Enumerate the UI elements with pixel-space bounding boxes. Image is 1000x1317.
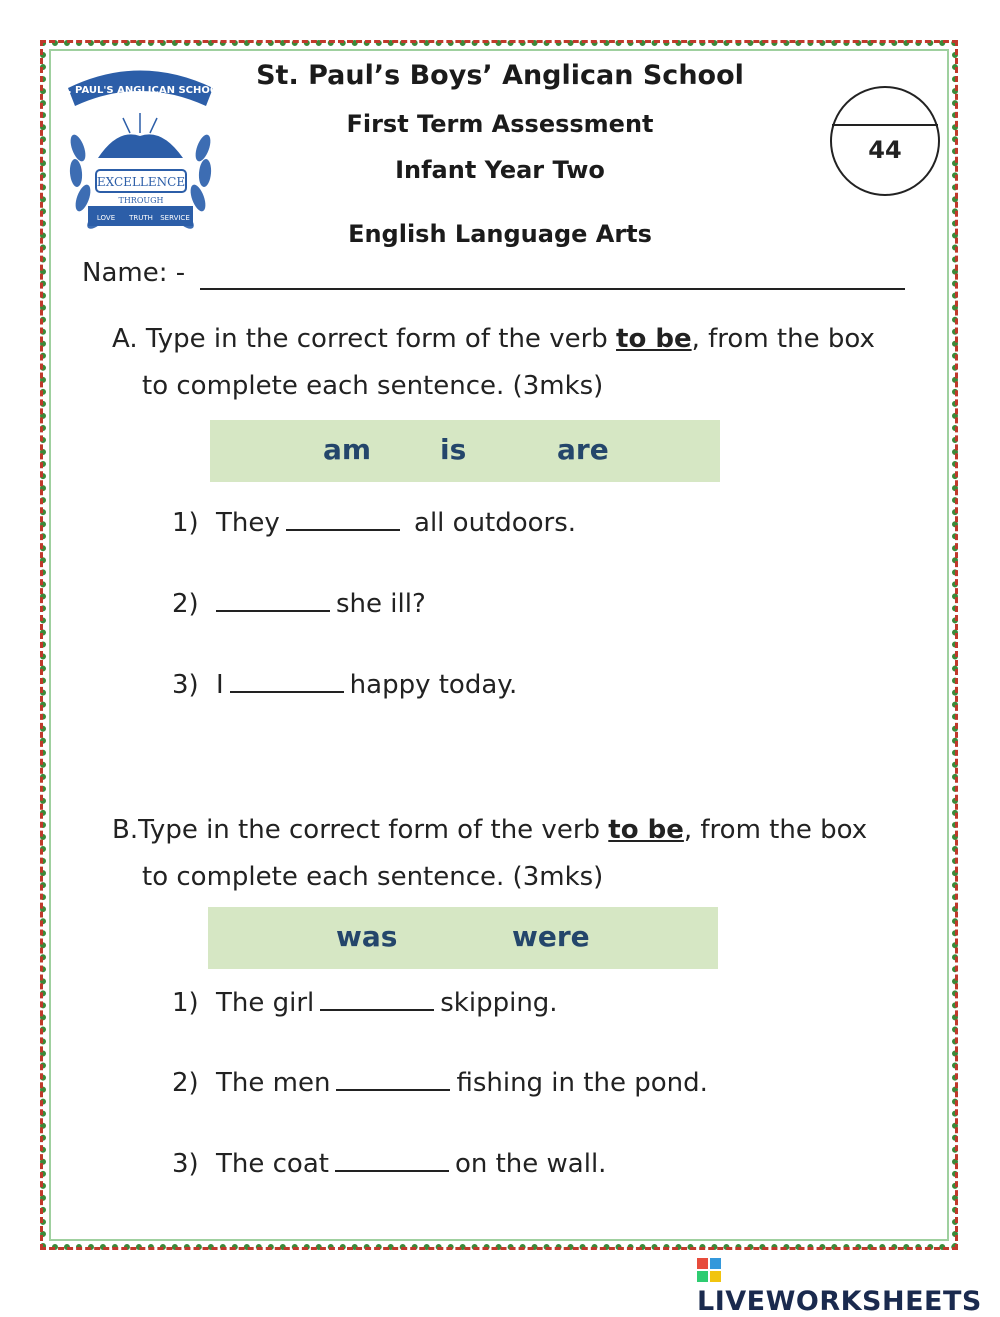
score-circle xyxy=(830,86,940,196)
word-is: is xyxy=(440,433,467,466)
liveworksheets-icon xyxy=(697,1258,721,1282)
answer-blank[interactable] xyxy=(336,1071,450,1091)
answer-blank[interactable] xyxy=(216,592,330,612)
word-are: are xyxy=(557,433,609,466)
verb-emphasis: to be xyxy=(616,324,692,354)
svg-text:EXCELLENCE: EXCELLENCE xyxy=(96,175,186,189)
score-total: 44 xyxy=(868,136,902,164)
section-a-word-box xyxy=(210,420,720,482)
school-crest-logo xyxy=(55,58,225,248)
answer-blank[interactable] xyxy=(335,1152,449,1172)
section-a-item-3: 3) I happy today. xyxy=(172,670,518,700)
section-a-item-2: 2) she ill? xyxy=(172,589,426,619)
section-b-item-3: 3) The coat on the wall. xyxy=(172,1149,607,1179)
assessment-title: First Term Assessment xyxy=(346,110,654,138)
class-level: Infant Year Two xyxy=(395,156,605,184)
section-a-instruction: A. Type in the correct form of the verb to be, from the box to complete each sentence. (3mks) xyxy=(112,324,875,401)
svg-text:THROUGH: THROUGH xyxy=(118,196,164,205)
score-divider xyxy=(832,124,938,126)
answer-blank[interactable] xyxy=(286,511,400,531)
word-was: was xyxy=(336,920,398,953)
section-b-word-box xyxy=(208,907,718,969)
answer-blank[interactable] xyxy=(320,991,434,1011)
svg-text:LOVE: LOVE xyxy=(96,214,116,222)
svg-text:ST. PAUL'S ANGLICAN SCHOOL: ST. PAUL'S ANGLICAN SCHOOL xyxy=(55,85,225,96)
name-input-line[interactable] xyxy=(200,288,905,290)
svg-text:TRUTH: TRUTH xyxy=(129,214,153,222)
verb-emphasis: to be xyxy=(608,815,684,845)
liveworksheets-logo[interactable]: LIVEWORKSHEETS xyxy=(697,1255,1000,1317)
word-am: am xyxy=(323,433,372,466)
subject-title: English Language Arts xyxy=(348,220,652,248)
svg-text:SERVICE: SERVICE xyxy=(160,214,190,222)
school-name: St. Paul’s Boys’ Anglican School xyxy=(256,60,744,91)
section-b-item-1: 1) The girl skipping. xyxy=(172,988,558,1018)
section-a-item-1: 1) They all outdoors. xyxy=(172,508,577,538)
name-label: Name: - xyxy=(82,258,186,288)
section-b-instruction: B.Type in the correct form of the verb to be, from the box to complete each sentence. (3mks) xyxy=(112,815,868,892)
section-b-item-2: 2) The men fishing in the pond. xyxy=(172,1068,708,1098)
answer-blank[interactable] xyxy=(230,673,344,693)
word-were: were xyxy=(512,920,590,953)
